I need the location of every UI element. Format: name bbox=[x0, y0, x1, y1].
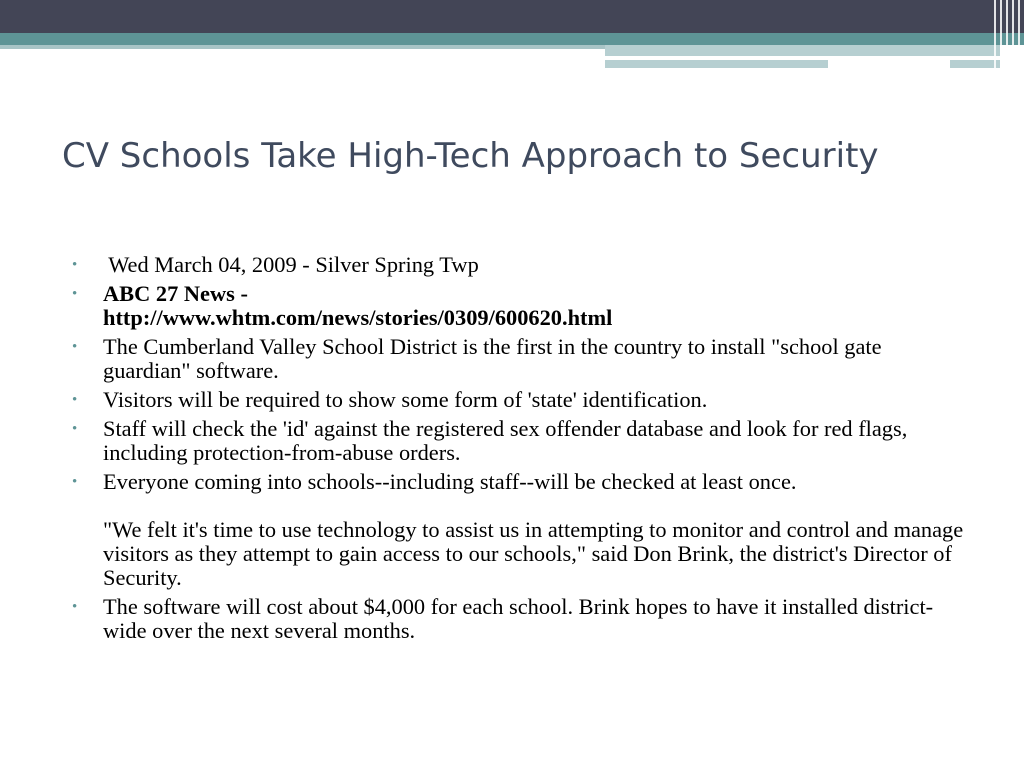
header-stripes bbox=[990, 0, 1024, 70]
list-item bbox=[72, 417, 972, 465]
bullet-icon: • bbox=[72, 599, 78, 615]
list-item bbox=[72, 470, 972, 590]
bullet-list bbox=[72, 253, 972, 648]
header-dark-band bbox=[0, 0, 1024, 33]
header-right-low-gap bbox=[828, 60, 950, 68]
bullet-icon: • bbox=[72, 474, 78, 490]
bullet-text: The Cumberland Valley School District is the first in the country to install "school gate guardian" software. bbox=[103, 334, 882, 383]
bullet-icon: • bbox=[72, 257, 78, 273]
list-item bbox=[72, 253, 972, 277]
source-label: ABC 27 News - bbox=[103, 281, 248, 306]
source-url-link[interactable]: http://www.whtm.com/news/stories/0309/600620.html bbox=[103, 305, 613, 330]
bullet-icon: • bbox=[72, 286, 78, 302]
bullet-text: Wed March 04, 2009 - Silver Spring Twp bbox=[103, 252, 479, 277]
bullet-icon: • bbox=[72, 392, 78, 408]
list-item bbox=[72, 388, 972, 412]
header-right-block bbox=[605, 45, 1000, 56]
list-item bbox=[72, 282, 972, 330]
list-item bbox=[72, 595, 972, 643]
bullet-icon: • bbox=[72, 339, 78, 355]
header-light-band bbox=[0, 45, 605, 49]
bullet-text: Staff will check the 'id' against the registered sex offender database and look for red flags, including protection-from-abuse orders. bbox=[103, 416, 908, 465]
bullet-icon: • bbox=[72, 421, 78, 437]
header-teal-band bbox=[0, 33, 1024, 45]
quote-text: "We felt it's time to use technology to assist us in attempting to monitor and control and manage visitors as they attempt to gain access to our schools," said Don Brink, the district's Director of Security. bbox=[103, 517, 964, 590]
header-right-line bbox=[605, 56, 950, 59]
bullet-text: The software will cost about $4,000 for each school. Brink hopes to have it installed district-wide over the next several months. bbox=[103, 594, 934, 643]
slide-title: CV Schools Take High-Tech Approach to Security bbox=[62, 136, 879, 176]
list-item bbox=[72, 335, 972, 383]
bullet-text: Visitors will be required to show some form of 'state' identification. bbox=[103, 387, 708, 412]
bullet-text: Everyone coming into schools--including staff--will be checked at least once. bbox=[103, 469, 797, 494]
